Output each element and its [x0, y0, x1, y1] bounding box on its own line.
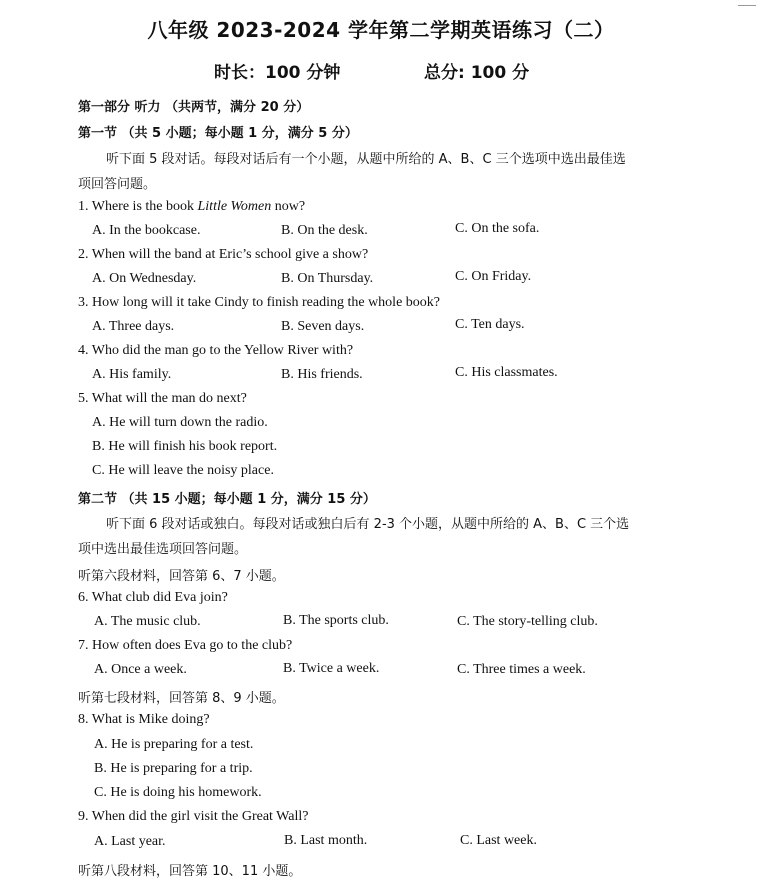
section2-heading: 第二节 （共 15 小题；每小题 1 分，满分 15 分） [78, 492, 376, 507]
q5-option-c: C. He will leave the noisy place. [92, 463, 274, 478]
q2-option-a: A. On Wednesday. [92, 271, 197, 286]
q5-option-a: A. He will turn down the radio. [92, 415, 268, 430]
q7-option-b: B. Twice a week. [283, 661, 380, 676]
question-7: 7. How often does Eva go to the club? [78, 638, 293, 653]
q9-option-a: A. Last year. [94, 834, 166, 849]
q2-option-c: C. On Friday. [455, 269, 532, 284]
question-5: 5. What will the man do next? [78, 391, 247, 406]
q3-option-a: A. Three days. [92, 319, 175, 334]
q9-option-b: B. Last month. [284, 833, 368, 848]
material-8-heading: 听第八段材料，回答第 10、11 小题。 [78, 864, 302, 879]
material-6-heading: 听第六段材料，回答第 6、7 小题。 [78, 569, 285, 584]
corner-mark [738, 0, 756, 6]
material-7-heading: 听第七段材料，回答第 8、9 小题。 [78, 691, 285, 706]
q7-option-c: C. Three times a week. [457, 662, 586, 677]
q2-option-b: B. On Thursday. [281, 271, 374, 286]
q1-option-b: B. On the desk. [281, 223, 368, 238]
section1-instruction: 听下面 5 段对话。每段对话后有一个小题，从题中所给的 A、B、C 三个选项中选出最佳选 [106, 152, 626, 167]
question-2: 2. When will the band at Eric’s school give a show? [78, 247, 369, 262]
section1-heading: 第一节 （共 5 小题；每小题 1 分，满分 5 分） [78, 126, 358, 141]
q5-option-b: B. He will finish his book report. [92, 439, 278, 454]
q1-option-a: A. In the bookcase. [92, 223, 201, 238]
part1-heading: 第一部分 听力 （共两节，满分 20 分） [78, 100, 310, 115]
q6-option-c: C. The story-telling club. [457, 614, 598, 629]
question-1: 1. Where is the book Little Women now? [78, 199, 306, 214]
score-label: 总分: 100 分 [424, 63, 530, 83]
time-label: 时长：100 分钟 [214, 63, 341, 83]
q9-option-c: C. Last week. [460, 833, 537, 848]
q8-option-b: B. He is preparing for a trip. [94, 761, 253, 776]
q3-option-c: C. Ten days. [455, 317, 525, 332]
section2-instruction-cont: 项中选出最佳选项回答问题。 [78, 542, 248, 557]
book-title: Little Women [197, 199, 272, 214]
q4-option-b: B. His friends. [281, 367, 363, 382]
question-4: 4. Who did the man go to the Yellow River with? [78, 343, 354, 358]
question-9: 9. When did the girl visit the Great Wall? [78, 809, 309, 824]
question-3: 3. How long will it take Cindy to finish reading the whole book? [78, 295, 441, 310]
q1-option-c: C. On the sofa. [455, 221, 540, 236]
q7-option-a: A. Once a week. [94, 662, 187, 677]
q3-option-b: B. Seven days. [281, 319, 365, 334]
page-title: 八年级 2023-2024 学年第二学期英语练习（二） [147, 18, 615, 42]
question-6: 6. What club did Eva join? [78, 590, 228, 605]
q8-option-c: C. He is doing his homework. [94, 785, 262, 800]
q6-option-a: A. The music club. [94, 614, 201, 629]
section2-instruction: 听下面 6 段对话或独白。每段对话或独白后有 2-3 个小题，从题中所给的 A、B、C 三个选 [106, 517, 630, 532]
q4-option-a: A. His family. [92, 367, 172, 382]
q6-option-b: B. The sports club. [283, 613, 389, 628]
q8-option-a: A. He is preparing for a test. [94, 737, 254, 752]
question-8: 8. What is Mike doing? [78, 712, 210, 727]
section1-instruction-cont: 项回答问题。 [78, 177, 157, 192]
q4-option-c: C. His classmates. [455, 365, 558, 380]
